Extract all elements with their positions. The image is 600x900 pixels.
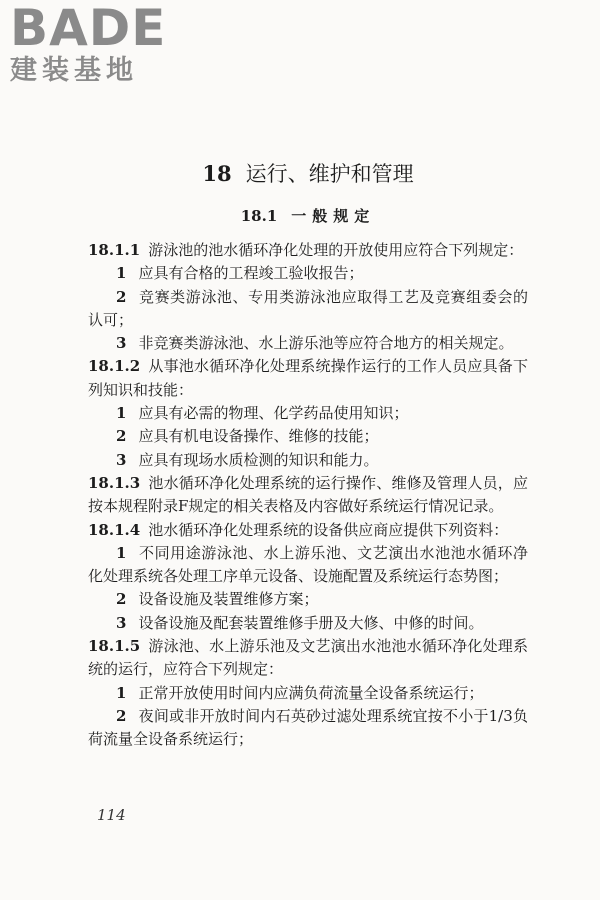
section-title <box>88 205 528 227</box>
paragraph-text: 非竞赛类游泳池、水上游乐池等应符合地方的相关规定。 <box>138 334 514 353</box>
list-item <box>88 425 528 448</box>
logo <box>10 2 180 86</box>
item-number: 3 <box>116 450 127 469</box>
body-text <box>88 239 528 752</box>
paragraph-text: 应具有必需的物理、化学药品使用知识； <box>138 404 409 423</box>
chapter-heading: 运行、维护和管理 <box>245 162 414 186</box>
item-number: 2 <box>116 287 127 306</box>
paragraph-text: 游泳池的池水循环净化处理的开放使用应符合下列规定： <box>148 241 524 259</box>
item-number: 1 <box>116 543 127 562</box>
paragraph-text: 应具有机电设备操作、维修的技能； <box>138 427 379 446</box>
item-number: 2 <box>116 427 127 446</box>
list-item <box>88 682 528 705</box>
clause-number: 18.1.1 <box>88 241 141 259</box>
paragraph-text: 不同用途游泳池、水上游乐池、文艺演出水池池水循环净化处理系统各处理工序单元设备、设施配置及系统运行态势图； <box>88 543 528 586</box>
section-number: 18.1 <box>240 207 278 225</box>
clause-number: 18.1.3 <box>88 473 141 492</box>
item-number: 3 <box>116 334 127 353</box>
item-number: 2 <box>116 706 127 725</box>
clause-number: 18.1.4 <box>88 520 141 539</box>
list-item <box>88 449 528 472</box>
item-number: 1 <box>116 404 127 423</box>
clause-paragraph <box>88 239 528 262</box>
list-item <box>88 705 528 752</box>
paragraph-text: 夜间或非开放时间内石英砂过滤处理系统宜按不小于1/3负荷流量全设备系统运行； <box>88 706 528 749</box>
item-number: 3 <box>116 613 127 632</box>
item-number: 2 <box>116 590 127 609</box>
list-item <box>88 286 528 333</box>
list-item <box>88 402 528 425</box>
list-item <box>88 332 528 355</box>
logo-subtitle: 建装基地 <box>10 55 138 86</box>
paragraph-text: 正常开放使用时间内应满负荷流量全设备系统运行； <box>138 683 484 702</box>
clause-number: 18.1.2 <box>88 357 141 376</box>
paragraph-text: 从事池水循环净化处理系统操作运行的工作人员应具备下列知识和技能： <box>88 357 528 399</box>
paragraph-text: 应具有现场水质检测的知识和能力。 <box>138 450 379 469</box>
list-item <box>88 588 528 611</box>
clause-paragraph <box>88 635 528 682</box>
list-item <box>88 262 528 285</box>
paragraph-text: 游泳池、水上游乐池及文艺演出水池池水循环净化处理系统的运行，应符合下列规定： <box>88 637 528 679</box>
paragraph-text: 设备设施及配套装置维修手册及大修、中修的时间。 <box>138 613 484 632</box>
paragraph-text: 设备设施及装置维修方案； <box>138 590 319 609</box>
logo-wordmark: BADE <box>10 0 167 57</box>
page-number: 114 <box>97 806 126 824</box>
clause-number: 18.1.5 <box>88 637 141 656</box>
clause-paragraph <box>88 355 528 402</box>
paragraph-text: 竞赛类游泳池、专用类游泳池应取得工艺及竞赛组委会的认可； <box>88 287 528 329</box>
chapter-title <box>88 160 528 188</box>
paragraph-text: 池水循环净化处理系统的设备供应商应提供下列资料： <box>148 520 509 539</box>
chapter-number: 18 <box>202 161 232 186</box>
list-item <box>88 612 528 635</box>
section-heading: 一般规定 <box>291 207 376 225</box>
paragraph-text: 池水循环净化处理系统的运行操作、维修及管理人员，应按本规程附录F规定的相关表格及内容做好系统运行情况记录。 <box>88 473 528 516</box>
clause-paragraph <box>88 519 528 542</box>
clause-paragraph <box>88 472 528 519</box>
list-item <box>88 542 528 589</box>
item-number: 1 <box>116 683 127 702</box>
item-number: 1 <box>116 264 127 283</box>
paragraph-text: 应具有合格的工程竣工验收报告； <box>138 264 364 283</box>
